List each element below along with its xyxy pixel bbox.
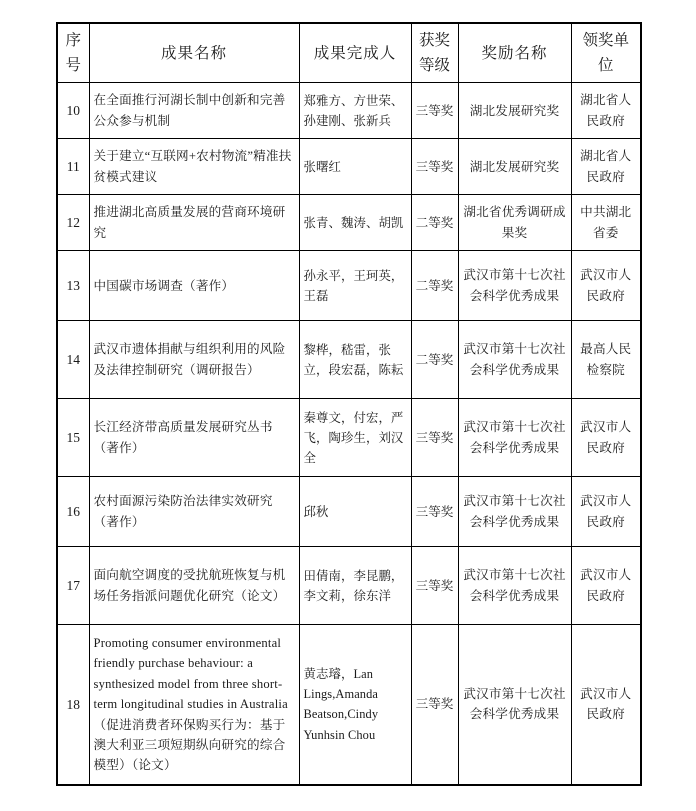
column-header-grade: 获奖等级 bbox=[411, 23, 458, 83]
cell-awarding-unit: 湖北省人民政府 bbox=[571, 83, 641, 139]
cell-authors: 张青、魏涛、胡凯 bbox=[299, 195, 411, 251]
cell-awarding-unit: 武汉市人民政府 bbox=[571, 399, 641, 477]
cell-authors: 秦尊文，付宏，严飞，陶珍生，刘汉全 bbox=[299, 399, 411, 477]
table-row bbox=[57, 399, 641, 477]
cell-award-name: 武汉市第十七次社会科学优秀成果 bbox=[458, 477, 571, 547]
column-header-award-name: 奖励名称 bbox=[458, 23, 571, 83]
table-row bbox=[57, 83, 641, 139]
cell-sequence: 17 bbox=[57, 547, 89, 625]
cell-title: 推进湖北高质量发展的营商环境研究 bbox=[89, 195, 299, 251]
table-header bbox=[57, 23, 641, 83]
cell-award-name: 湖北发展研究奖 bbox=[458, 139, 571, 195]
cell-awarding-unit: 武汉市人民政府 bbox=[571, 477, 641, 547]
cell-sequence: 10 bbox=[57, 83, 89, 139]
cell-sequence: 11 bbox=[57, 139, 89, 195]
column-header-title: 成果名称 bbox=[89, 23, 299, 83]
cell-title: 农村面源污染防治法律实效研究（著作） bbox=[89, 477, 299, 547]
table-row bbox=[57, 625, 641, 785]
cell-sequence: 18 bbox=[57, 625, 89, 785]
cell-authors: 郑雅方、方世荣、孙建刚、张新兵 bbox=[299, 83, 411, 139]
cell-awarding-unit: 最高人民检察院 bbox=[571, 321, 641, 399]
header-row bbox=[57, 23, 641, 83]
cell-authors: 邱秋 bbox=[299, 477, 411, 547]
cell-award-name: 湖北省优秀调研成果奖 bbox=[458, 195, 571, 251]
cell-authors: 黄志璿，Lan Lings,Amanda Beatson,Cindy Yunhsin Chou bbox=[299, 625, 411, 785]
column-header-awarding-unit: 领奖单位 bbox=[571, 23, 641, 83]
cell-authors: 田倩南，李昆鹏，李文莉，徐东洋 bbox=[299, 547, 411, 625]
cell-grade: 三等奖 bbox=[411, 477, 458, 547]
cell-award-name: 湖北发展研究奖 bbox=[458, 83, 571, 139]
cell-awarding-unit: 中共湖北省委 bbox=[571, 195, 641, 251]
cell-award-name: 武汉市第十七次社会科学优秀成果 bbox=[458, 321, 571, 399]
cell-awarding-unit: 武汉市人民政府 bbox=[571, 547, 641, 625]
cell-grade: 二等奖 bbox=[411, 321, 458, 399]
cell-authors: 黎桦，嵇雷，张立，段宏磊，陈耘 bbox=[299, 321, 411, 399]
cell-award-name: 武汉市第十七次社会科学优秀成果 bbox=[458, 399, 571, 477]
cell-title: 面向航空调度的受扰航班恢复与机场任务指派问题优化研究（论文） bbox=[89, 547, 299, 625]
cell-sequence: 13 bbox=[57, 251, 89, 321]
cell-award-name: 武汉市第十七次社会科学优秀成果 bbox=[458, 625, 571, 785]
table-body bbox=[57, 83, 641, 785]
cell-grade: 三等奖 bbox=[411, 625, 458, 785]
table-row bbox=[57, 251, 641, 321]
cell-grade: 三等奖 bbox=[411, 547, 458, 625]
column-header-authors: 成果完成人 bbox=[299, 23, 411, 83]
cell-grade: 二等奖 bbox=[411, 195, 458, 251]
cell-grade: 三等奖 bbox=[411, 139, 458, 195]
column-header-sequence: 序号 bbox=[57, 23, 89, 83]
cell-title: 长江经济带高质量发展研究丛书（著作） bbox=[89, 399, 299, 477]
cell-authors: 孙永平，王珂英，王磊 bbox=[299, 251, 411, 321]
cell-sequence: 14 bbox=[57, 321, 89, 399]
cell-awarding-unit: 湖北省人民政府 bbox=[571, 139, 641, 195]
table-row bbox=[57, 547, 641, 625]
table-row bbox=[57, 477, 641, 547]
cell-award-name: 武汉市第十七次社会科学优秀成果 bbox=[458, 547, 571, 625]
cell-title: 中国碳市场调查（著作） bbox=[89, 251, 299, 321]
cell-sequence: 12 bbox=[57, 195, 89, 251]
cell-grade: 三等奖 bbox=[411, 399, 458, 477]
cell-title: 在全面推行河湖长制中创新和完善公众参与机制 bbox=[89, 83, 299, 139]
cell-awarding-unit: 武汉市人民政府 bbox=[571, 625, 641, 785]
cell-sequence: 15 bbox=[57, 399, 89, 477]
cell-title: 关于建立“互联网+农村物流”精准扶贫模式建议 bbox=[89, 139, 299, 195]
table-row bbox=[57, 139, 641, 195]
cell-grade: 三等奖 bbox=[411, 83, 458, 139]
award-results-table bbox=[56, 22, 642, 786]
table-row bbox=[57, 321, 641, 399]
table-row bbox=[57, 195, 641, 251]
cell-award-name: 武汉市第十七次社会科学优秀成果 bbox=[458, 251, 571, 321]
cell-awarding-unit: 武汉市人民政府 bbox=[571, 251, 641, 321]
cell-authors: 张曙红 bbox=[299, 139, 411, 195]
cell-grade: 二等奖 bbox=[411, 251, 458, 321]
cell-title: 武汉市遗体捐献与组织利用的风险及法律控制研究（调研报告） bbox=[89, 321, 299, 399]
cell-title: Promoting consumer environmental friendly purchase behaviour: a synthesized model from three short-term longitudinal studies in Australia（促进消费者环保购买行为：基于澳大利亚三项短期纵向研究的综合模型）（论文） bbox=[89, 625, 299, 785]
cell-sequence: 16 bbox=[57, 477, 89, 547]
